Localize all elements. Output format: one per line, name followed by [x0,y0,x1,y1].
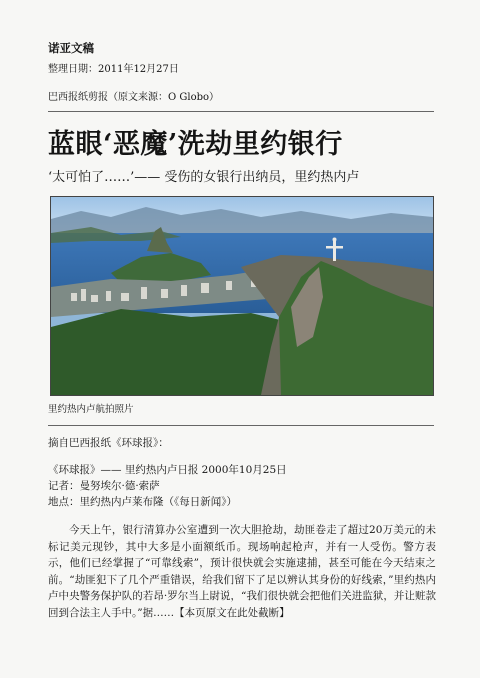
document-author: 诺亚文稿 [48,41,94,55]
article-location: 地点：里约热内卢莱布隆（《每日新闻》） [48,496,237,508]
aerial-photo [50,196,434,396]
article-subheadline: ‘太可怕了……’—— 受伤的女银行出纳员，里约热内卢 [48,170,360,185]
document-page [48,0,434,678]
excerpt-source: 摘自巴西报纸《环球报》： [48,437,169,449]
photo-caption: 里约热内卢航拍照片 [48,404,134,415]
rio-aerial-image [51,197,433,395]
article-reporter: 记者：曼努埃尔·德·索萨 [48,480,160,492]
article-dateline: 《环球报》—— 里约热内卢日报 2000年10月25日 [48,464,287,476]
compiled-date: 整理日期：2011年12月27日 [48,64,179,75]
source-line: 巴西报纸剪报（原文来源：O Globo） [48,92,220,103]
article-body: 今天上午，银行清算办公室遭到一次大胆抢劫，劫匪卷走了超过20万美元的未标记美元现钞，其中大多是小面额纸币。现场响起枪声，并有一人受伤。警方表示，他们已经掌握了“可靠线索”，预计很快就会实施逮捕，甚至可能在今天结束之前。“劫匪犯下了几个严重错误，给我们留下了足以辨认其身份的好线索，”里约热内卢中央警务保护队的若昂·罗尔当上尉说，“我们很快就会把他们关进监狱，并让赃款回到合法主人手中。”据……【本页原文在此处截断】 [48,524,436,619]
divider-bottom [48,425,434,426]
article-headline: 蓝眼‘恶魔’洗劫里约银行 [48,129,343,160]
divider-top [48,111,434,112]
